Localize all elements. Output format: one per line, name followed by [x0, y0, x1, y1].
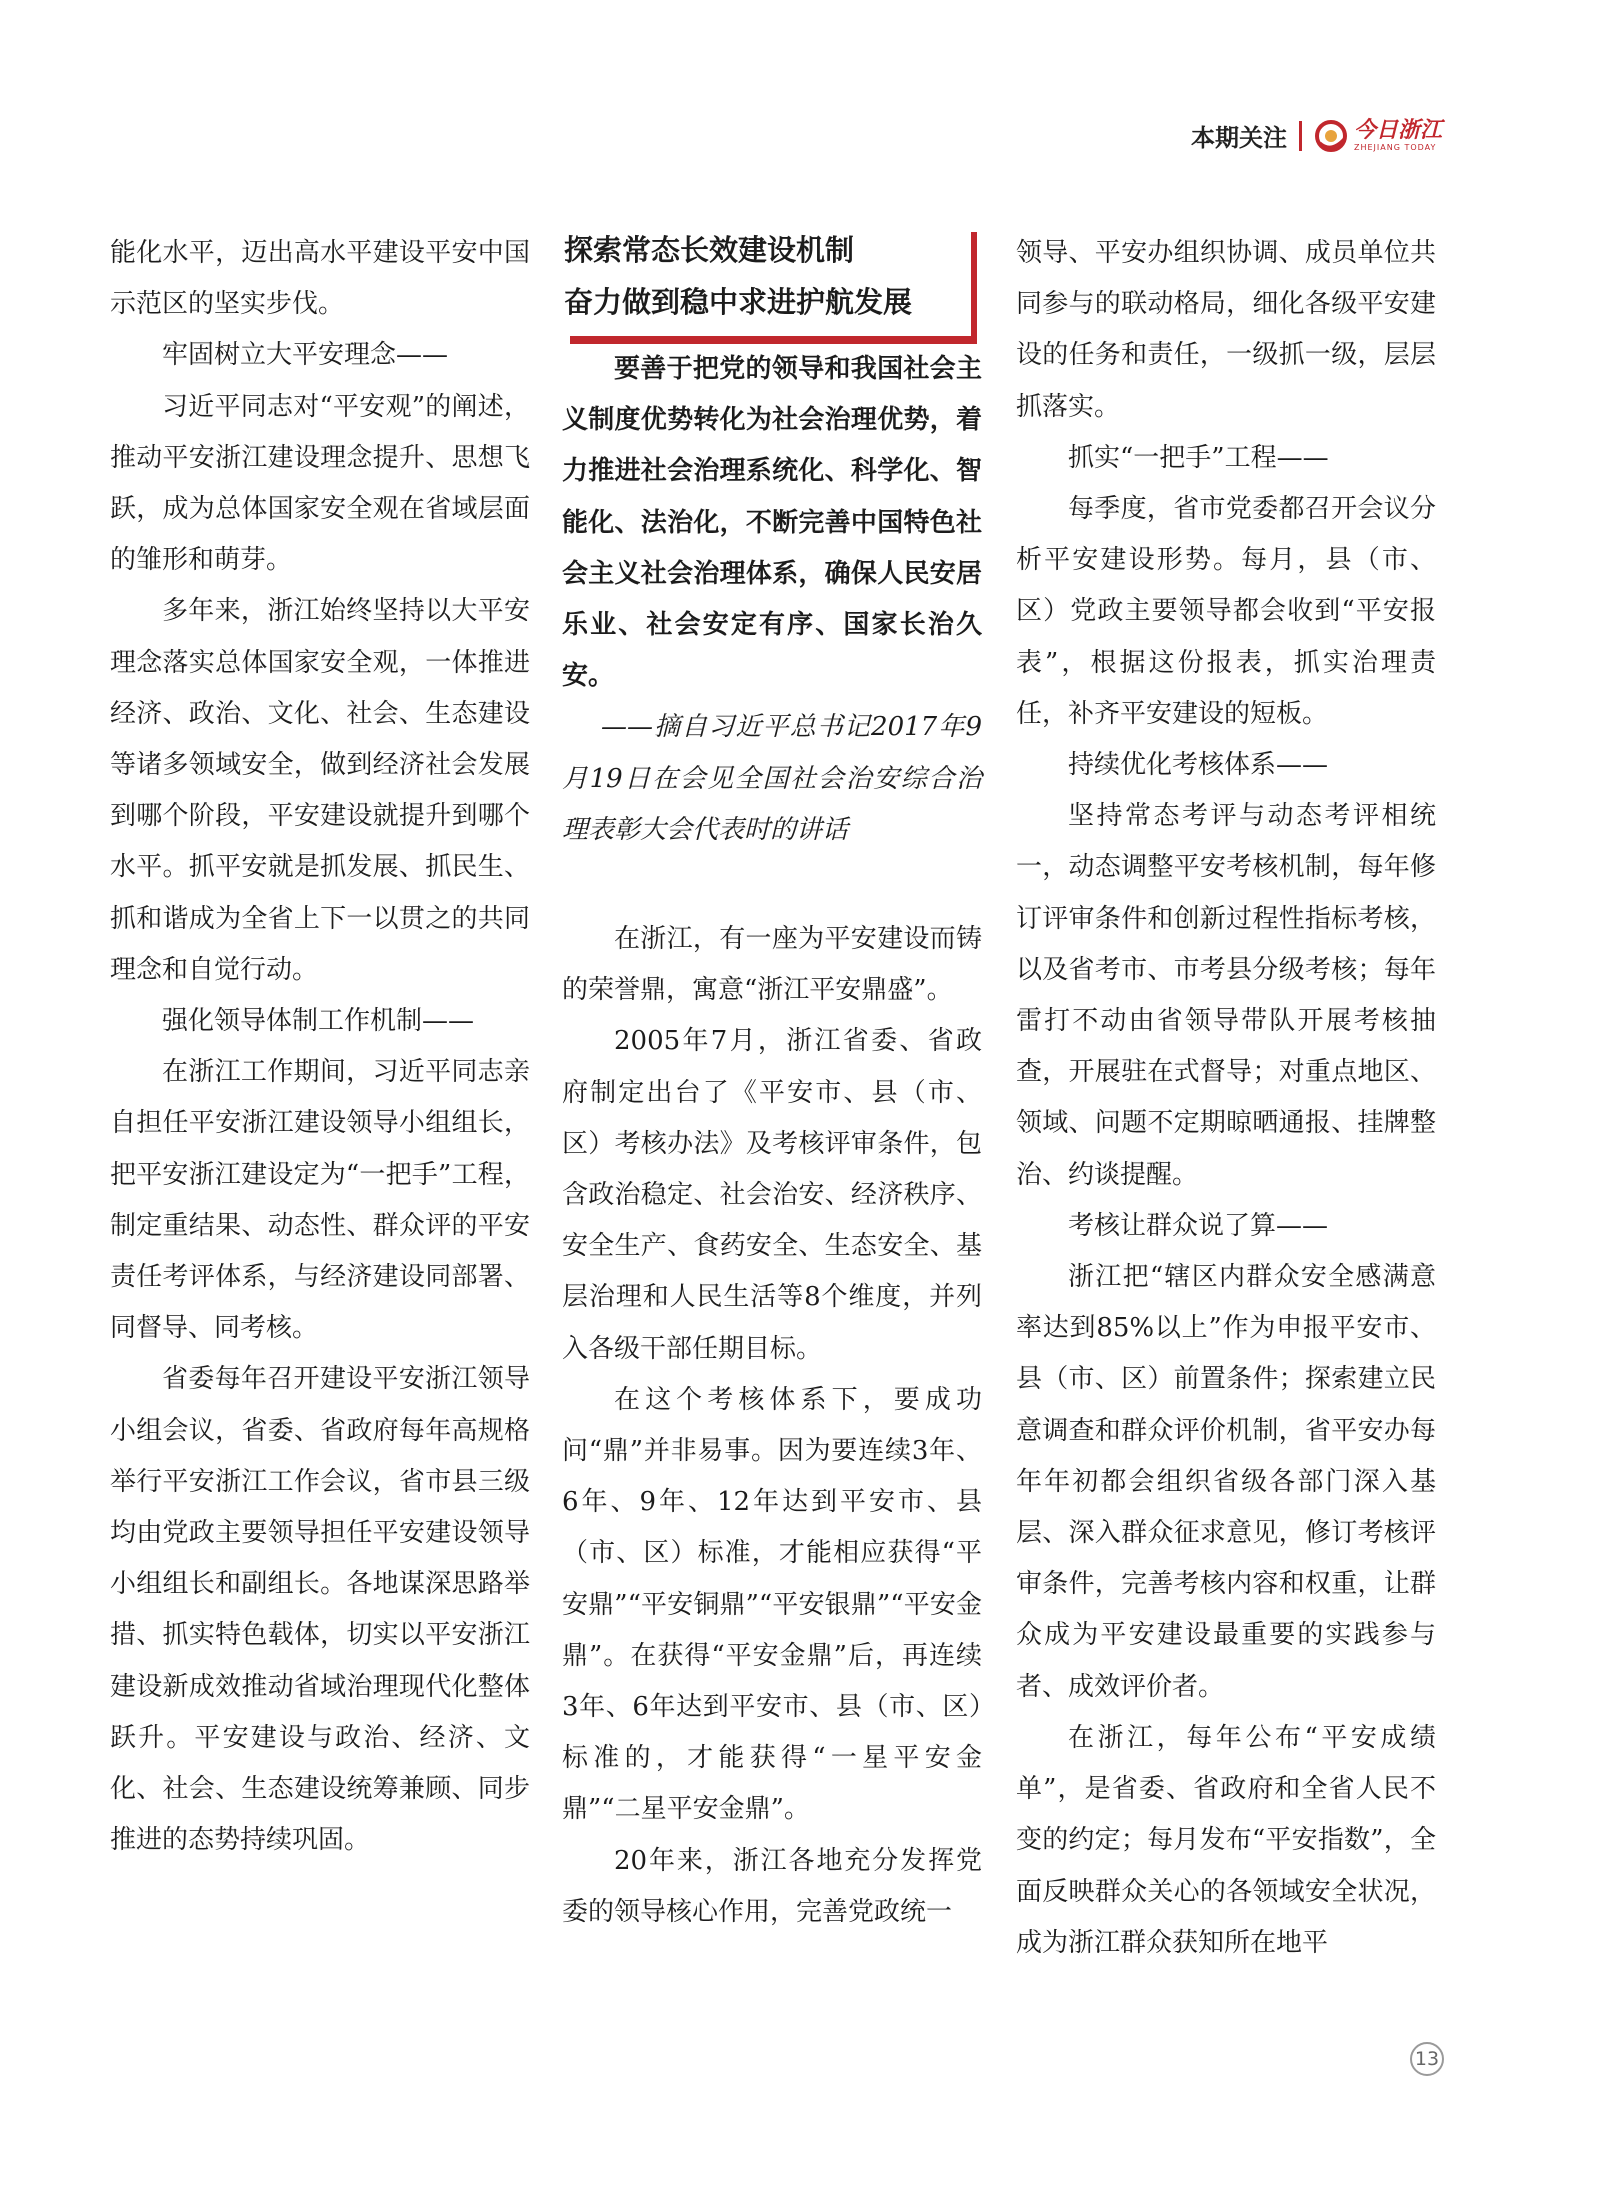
pull-quote: 要善于把党的领导和我国社会主义制度优势转化为社会治理优势，着力推进社会治理系统化、科学化、智能化、法治化，不断完善中国特色社会主义社会治理体系，确保人民安居乐业、社会安定有序、国家长治久安。 [562, 354, 982, 692]
quote-source: ——摘自习近平总书记2017年9月19日在会见全国社会治安综合治理表彰大会代表时的讲话 [562, 712, 982, 845]
paragraph: 20年来，浙江各地充分发挥党委的领导核心作用，完善党政统一 [562, 1845, 982, 1927]
paragraph: 在浙江，有一座为平安建设而铸的荣誉鼎，寓意“浙江平安鼎盛”。 [562, 924, 982, 1006]
column-middle [562, 228, 982, 1938]
brand-name: 今日浙江 [1353, 117, 1442, 143]
subheading: 抓实“一把手”工程—— [1068, 442, 1329, 473]
subheading: 考核让群众说了算—— [1068, 1210, 1329, 1241]
heading-line-2: 奋力做到稳中求进护航发展 [564, 285, 913, 319]
subheading: 强化领导体制工作机制—— [162, 1006, 475, 1037]
paragraph: 在浙江，每年公布“平安成绩单”，是省委、省政府和全省人民不变的约定；每月发布“平安指数”，全面反映群众关心的各领域安全状况，成为浙江群众获知所在地平 [1016, 1722, 1436, 1958]
section-label: 本期关注 [1190, 124, 1287, 152]
subheading: 牢固树立大平安理念—— [162, 340, 449, 371]
brand-logo [1314, 119, 1442, 153]
paragraph: 在浙江工作期间，习近平同志亲自担任平安浙江建设领导小组组长，把平安浙江建设定为“一把手”工程，制定重结果、动态性、群众评的平安责任考评体系，与经济建设同部署、同督导、同考核。 [110, 1057, 530, 1344]
paragraph: 能化水平，迈出高水平建设平安中国示范区的坚实步伐。 [110, 238, 530, 320]
page-number: 13 [1410, 2042, 1444, 2076]
paragraph: 省委每年召开建设平安浙江领导小组会议，省委、省政府每年高规格举行平安浙江工作会议，省市县三级均由党政主要领导担任平安建设领导小组组长和副组长。各地谋深思路举措、抓实特色载体，切实以平安浙江建设新成效推动省域治理现代化整体跃升。平安建设与政治、经济、文化、社会、生态建设统筹兼顾、同步推进的态势持续巩固。 [110, 1364, 530, 1856]
column-left [110, 228, 530, 1867]
paragraph: 2005年7月，浙江省委、省政府制定出台了《平安市、县（市、区）考核办法》及考核评审条件，包含政治稳定、社会治安、经济秩序、安全生产、食药安全、生态安全、基层治理和人民生活等8个维度，并列入各级干部任期目标。 [562, 1026, 982, 1364]
paragraph: 坚持常态考评与动态考评相统一，动态调整平安考核机制，每年修订评审条件和创新过程性指标考核，以及省考市、市考县分级考核；每年雷打不动由省领导带队开展考核抽查，开展驻在式督导；对重点地区、领域、问题不定期晾晒通报、挂牌整治、约谈提醒。 [1016, 801, 1436, 1190]
heading-line-1: 探索常态长效建设机制 [564, 233, 855, 267]
sun-swirl-icon [1314, 119, 1348, 153]
paragraph: 浙江把“辖区内群众安全感满意率达到85%以上”作为申报平安市、县（市、区）前置条件；探索建立民意调查和群众评价机制，省平安办每年年初都会组织省级各部门深入基层、深入群众征求意见，修订考核评审条件，完善考核内容和权重，让群众成为平安建设最重要的实践参与者、成效评价者。 [1016, 1262, 1436, 1702]
paragraph: 多年来，浙江始终坚持以大平安理念落实总体国家安全观，一体推进经济、政治、文化、社会、生态建设等诸多领域安全，做到经济社会发展到哪个阶段，平安建设就提升到哪个水平。抓平安就是抓发展、抓民生、抓和谐成为全省上下一以贯之的共同理念和自觉行动。 [110, 596, 530, 985]
subheading: 持续优化考核体系—— [1068, 750, 1329, 781]
section-heading [562, 224, 977, 344]
brand-name-en: ZHEJIANG TODAY [1353, 142, 1437, 152]
paragraph: 领导、平安办组织协调、成员单位共同参与的联动格局，细化各级平安建设的任务和责任，一级抓一级，层层抓落实。 [1016, 238, 1436, 422]
column-right [1016, 228, 1436, 1969]
paragraph: 习近平同志对“平安观”的阐述，推动平安浙江建设理念提升、思想飞跃，成为总体国家安全观在省域层面的雏形和萌芽。 [110, 391, 530, 576]
page-header [1191, 118, 1442, 153]
header-divider [1299, 121, 1302, 151]
paragraph: 每季度，省市党委都召开会议分析平安建设形势。每月，县（市、区）党政主要领导都会收到“平安报表”，根据这份报表，抓实治理责任，补齐平安建设的短板。 [1016, 494, 1436, 729]
paragraph: 在这个考核体系下，要成功问“鼎”并非易事。因为要连续3年、6年、9年、12年达到平安市、县（市、区）标准，才能相应获得“平安鼎”“平安铜鼎”“平安银鼎”“平安金鼎”。在获得“平安金鼎”后，再连续3年、6年达到平安市、县（市、区）标准的，才能获得“一星平安金鼎”“二星平安金鼎”。 [562, 1384, 982, 1825]
